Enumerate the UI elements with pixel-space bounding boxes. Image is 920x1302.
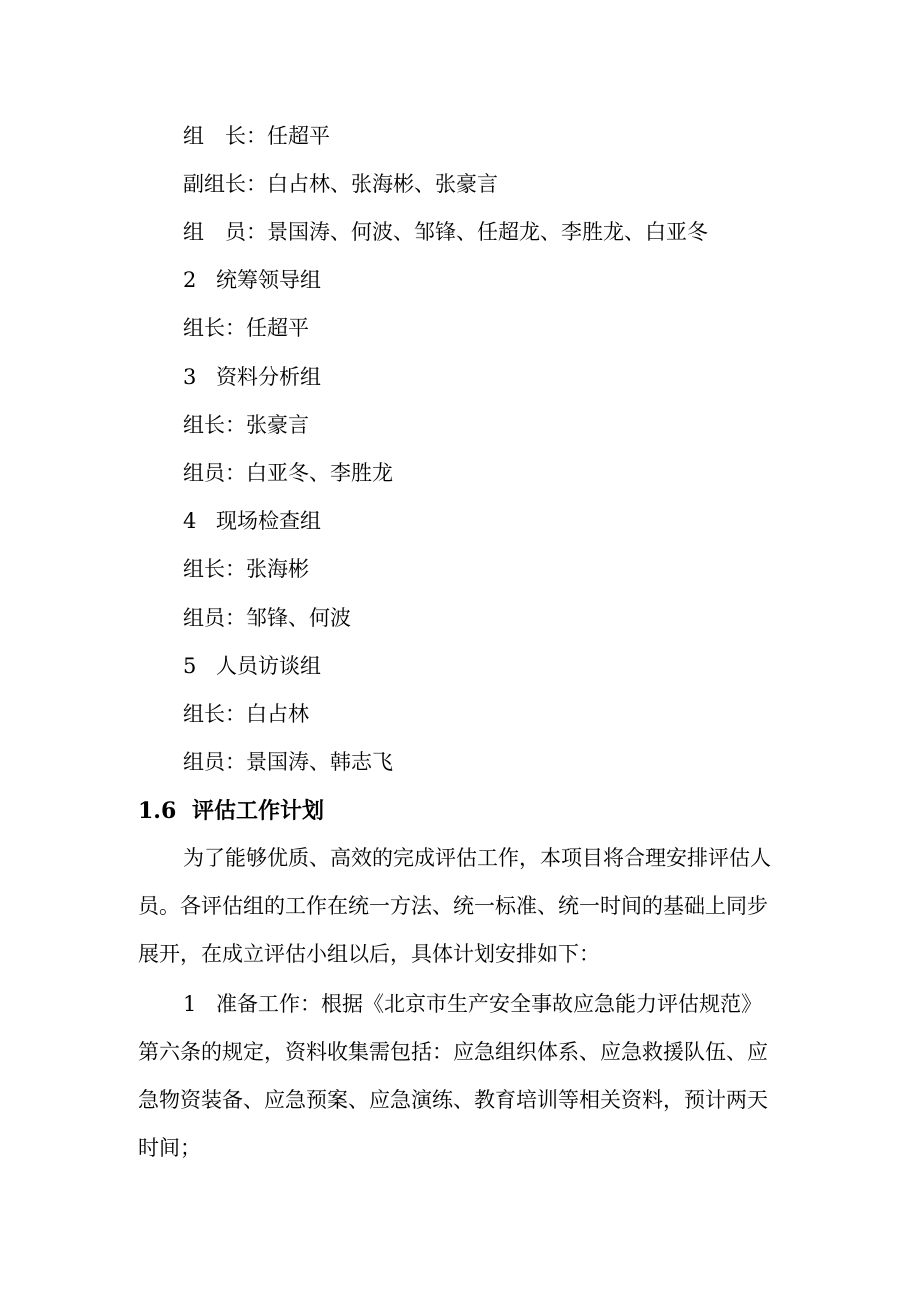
group-5-leader: 组长：白占林 <box>183 702 309 726</box>
group-3-heading <box>183 364 321 390</box>
group-title: 统筹领导组 <box>216 268 321 292</box>
team-deputy-line: 副组长：白占林、张海彬、张豪言 <box>183 172 498 196</box>
group-5-members: 组员：景国涛、韩志飞 <box>183 750 393 774</box>
group-4-heading <box>183 508 321 534</box>
group-3-leader: 组长：张豪言 <box>183 413 309 437</box>
group-4-members: 组员：邹锋、何波 <box>183 606 351 630</box>
plan-item-1 <box>138 980 788 1172</box>
group-2-leader: 组长：任超平 <box>183 316 309 340</box>
paragraph-line: 时间； <box>138 1136 201 1160</box>
paragraph-line: 第六条的规定，资料收集需包括：应急组织体系、应急救援队伍、应 <box>138 1040 768 1064</box>
group-number: 3 <box>183 365 197 389</box>
paragraph-line: 员。各评估组的工作在统一方法、统一标准、统一时间的基础上同步 <box>138 894 768 918</box>
paragraph-line: 为了能够优质、高效的完成评估工作，本项目将合理安排评估人 <box>183 846 771 870</box>
paragraph-line: 急物资装备、应急预案、应急演练、教育培训等相关资料，预计两天 <box>138 1088 768 1112</box>
group-3-members: 组员：白亚冬、李胜龙 <box>183 461 393 485</box>
section-number: 1.6 <box>138 798 177 824</box>
group-2-heading <box>183 267 321 293</box>
group-4-leader: 组长：张海彬 <box>183 557 309 581</box>
paragraph-line: 展开，在成立评估小组以后，具体计划安排如下： <box>138 942 600 966</box>
team-members-line: 组 员：景国涛、何波、邹锋、任超龙、李胜龙、白亚冬 <box>183 220 708 244</box>
section-heading <box>138 797 324 825</box>
group-5-heading <box>183 653 321 679</box>
plan-paragraph <box>138 834 788 978</box>
paragraph-line <box>138 980 788 1028</box>
group-number: 2 <box>183 268 197 292</box>
section-title: 评估工作计划 <box>192 798 325 824</box>
item-number: 1 <box>183 992 197 1016</box>
group-number: 4 <box>183 509 197 533</box>
group-title: 现场检查组 <box>216 509 321 533</box>
group-number: 5 <box>183 654 197 678</box>
group-title: 人员访谈组 <box>216 654 321 678</box>
team-leader-line: 组 长：任超平 <box>183 124 330 148</box>
item-text: 准备工作：根据《北京市生产安全事故应急能力评估规范》 <box>216 992 762 1016</box>
group-title: 资料分析组 <box>216 365 321 389</box>
